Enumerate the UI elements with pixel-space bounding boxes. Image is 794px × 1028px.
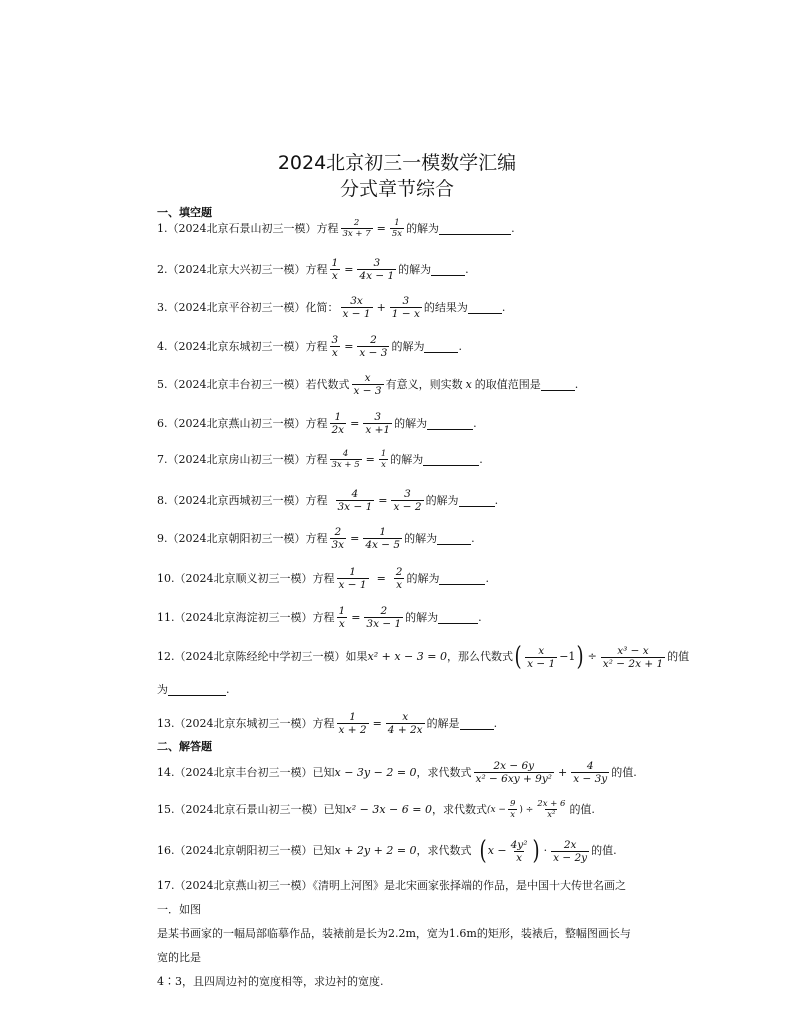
fraction: $\frac{1}{x}$ [331,257,339,282]
question-14: 14.（2024北京丰台初三一模）已知 x − 3y − 2 = 0 ，求代数式 $\frac{2x - 6y}{\text{x² − 6xy + 9y²}}$ + $\frac{4}{x - 3y}$ 的值. [157,760,637,785]
answer-blank[interactable] [431,264,465,276]
question-text: 1.（2024北京石景山初三一模）方程 [157,221,339,235]
right-paren: ) [532,836,541,866]
document-title: 2024北京初三一模数学汇编 [277,152,517,174]
answer-blank[interactable] [423,454,479,466]
fraction: $\frac{2}{x}$ [395,566,403,591]
fraction: $\frac{1}{4x - 5}$ [365,526,401,551]
question-12: 12.（2024北京陈经纶中学初三一模）如果 x² + x − 3 = 0 ，那么代数式 ( $\frac{x}{x - 1}$ −1 ) ÷ $\frac{\text{x³ − x}}{\text{x² − 2x + 1}}$ 的值 [157,642,690,672]
fraction: $\frac{1}{x + 2}$ [338,711,367,736]
left-paren: ( [479,836,487,866]
answer-blank[interactable] [460,718,494,730]
question-17-line-2: 是某书画家的一幅局部临摹作品，装裱前是长为2.2m，宽为1.6m的矩形，装裱后，整幅图画长与宽的比是 [157,927,631,964]
question-3: 3.（2024北京平谷初三一模）化简： $\frac{3x}{x - 1}$ + $\frac{3}{1 - x}$ 的结果为 . [157,295,506,320]
fraction: $\frac{3}{4x - 1}$ [359,257,395,282]
question-10: 10.（2024北京顺义初三一模）方程 $\frac{1}{x - 1}$ = $\frac{2}{x}$ 的解为 . [157,566,489,591]
fraction: $\frac{1}{x}$ [338,605,346,630]
fraction: $\frac{2x - 6y}{\text{x² − 6xy + 9y²}}$ [475,760,552,785]
fraction: $\frac{2}{3x}$ [331,526,345,551]
fraction: $\frac{x}{x - 3}$ [353,372,382,397]
fraction: $\frac{4}{x - 3y}$ [573,760,608,785]
answer-blank[interactable] [439,573,485,585]
question-8: 8.（2024北京西城初三一模）方程 $\frac{4}{3x - 1}$ = $\frac{3}{x - 2}$ 的解为 . [157,488,499,513]
question-13: 13.（2024北京东城初三一模）方程 $\frac{1}{x + 2}$ = $\frac{x}{4 + 2x}$ 的解是 . [157,711,498,736]
fraction: $\frac{1}{x}$ [380,449,387,470]
fraction: $\frac{1}{2x}$ [331,411,345,436]
fraction: $\frac{1}{x - 1}$ [338,566,367,591]
question-16: 16.（2024北京朝阳初三一模）已知 x + 2y + 2 = 0 ，求代数式 ( x − $\frac{\text{4y²}}{x}$ ) · $\frac{2x}{x - 2y}$ 的值. [157,836,617,866]
fraction: $\frac{3x}{x - 1}$ [342,295,371,320]
fraction: $\frac{1}{5x}$ [391,218,403,239]
fraction: $\frac{3}{x +1}$ [365,411,391,436]
question-15: 15.（2024北京石景山初三一模）已知 x² − 3x − 6 = 0 ，求代数式 (x − $\frac{9}{x}$ ) ÷ $\frac{2x + 6}{\text{x²}}$ 的值. [157,799,595,820]
answer-blank[interactable] [541,379,575,391]
document-subtitle: 分式章节综合 [339,178,454,200]
question-12-continued: 为 . [157,683,230,696]
question-11: 11.（2024北京海淀初三一模）方程 $\frac{1}{x}$ = $\frac{2}{3x - 1}$ 的解为 . [157,605,482,630]
question-1: 1.（2024北京石景山初三一模）方程 $\frac{2}{3x + 7}$ = $\frac{1}{5x}$ 的解为 . [157,218,515,239]
fraction: $\frac{x}{4 + 2x}$ [387,711,423,736]
answer-blank[interactable] [439,223,511,235]
question-17-line-1: 17.（2024北京燕山初三一模）《清明上河图》是北宋画家张择端的作品，是中国十大传世名画之一．如图 [157,879,626,916]
right-paren: ) [576,642,585,672]
fraction: $\frac{3}{x}$ [331,334,339,359]
question-5: 5.（2024北京丰台初三一模）若代数式 $\frac{x}{x - 3}$ 有意义，则实数 x 的取值范围是 . [157,372,579,397]
answer-blank[interactable] [424,341,458,353]
answer-blank[interactable] [427,418,473,430]
answer-blank[interactable] [459,495,495,507]
question-2: 2.（2024北京大兴初三一模）方程 $\frac{1}{x}$ = $\frac{3}{4x - 1}$ 的解为 . [157,257,469,282]
question-9: 9.（2024北京朝阳初三一模）方程 $\frac{2}{3x}$ = $\frac{1}{4x - 5}$ 的解为 . [157,526,475,551]
fraction: $\frac{3}{x - 2}$ [393,488,422,513]
fraction: $\frac{\text{4y²}}{x}$ [510,838,528,864]
left-paren: ( [514,642,522,672]
question-4: 4.（2024北京东城初三一模）方程 $\frac{3}{x}$ = $\frac{2}{x - 3}$ 的解为 . [157,334,462,359]
answer-blank[interactable] [468,302,502,314]
fraction: $\frac{3}{1 - x}$ [391,295,420,320]
answer-blank[interactable] [438,612,478,624]
section-heading-fill-in: 一、填空题 [157,206,212,219]
fraction: $\frac{4}{3x - 1}$ [337,488,373,513]
fraction: $\frac{x}{x - 1}$ [527,644,556,670]
fraction: $\frac{2x + 6}{\text{x²}}$ [537,799,566,820]
fraction: $\frac{2}{3x + 7}$ [342,218,371,239]
fraction: $\frac{2}{3x - 1}$ [366,605,402,630]
answer-blank[interactable] [168,684,226,696]
fraction: $\frac{2x}{x - 2y}$ [553,838,588,864]
fraction: $\frac{2}{x - 3}$ [359,334,388,359]
section-heading-solve: 二、解答题 [157,740,212,753]
answer-blank[interactable] [437,533,471,545]
question-7: 7.（2024北京房山初三一模）方程 $\frac{4}{3x + 5}$ = $\frac{1}{x}$ 的解为 . [157,449,483,470]
question-17 [157,874,637,994]
question-17-line-3: 4∶3，且四周边衬的宽度相等，求边衬的宽度. [157,975,384,988]
fraction: $\frac{\text{x³ − x}}{\text{x² − 2x + 1}}$ [602,644,664,670]
question-6: 6.（2024北京燕山初三一模）方程 $\frac{1}{2x}$ = $\frac{3}{x +1}$ 的解为 . [157,411,477,436]
fraction: $\frac{9}{x}$ [509,799,516,820]
fraction: $\frac{4}{3x + 5}$ [331,449,360,470]
